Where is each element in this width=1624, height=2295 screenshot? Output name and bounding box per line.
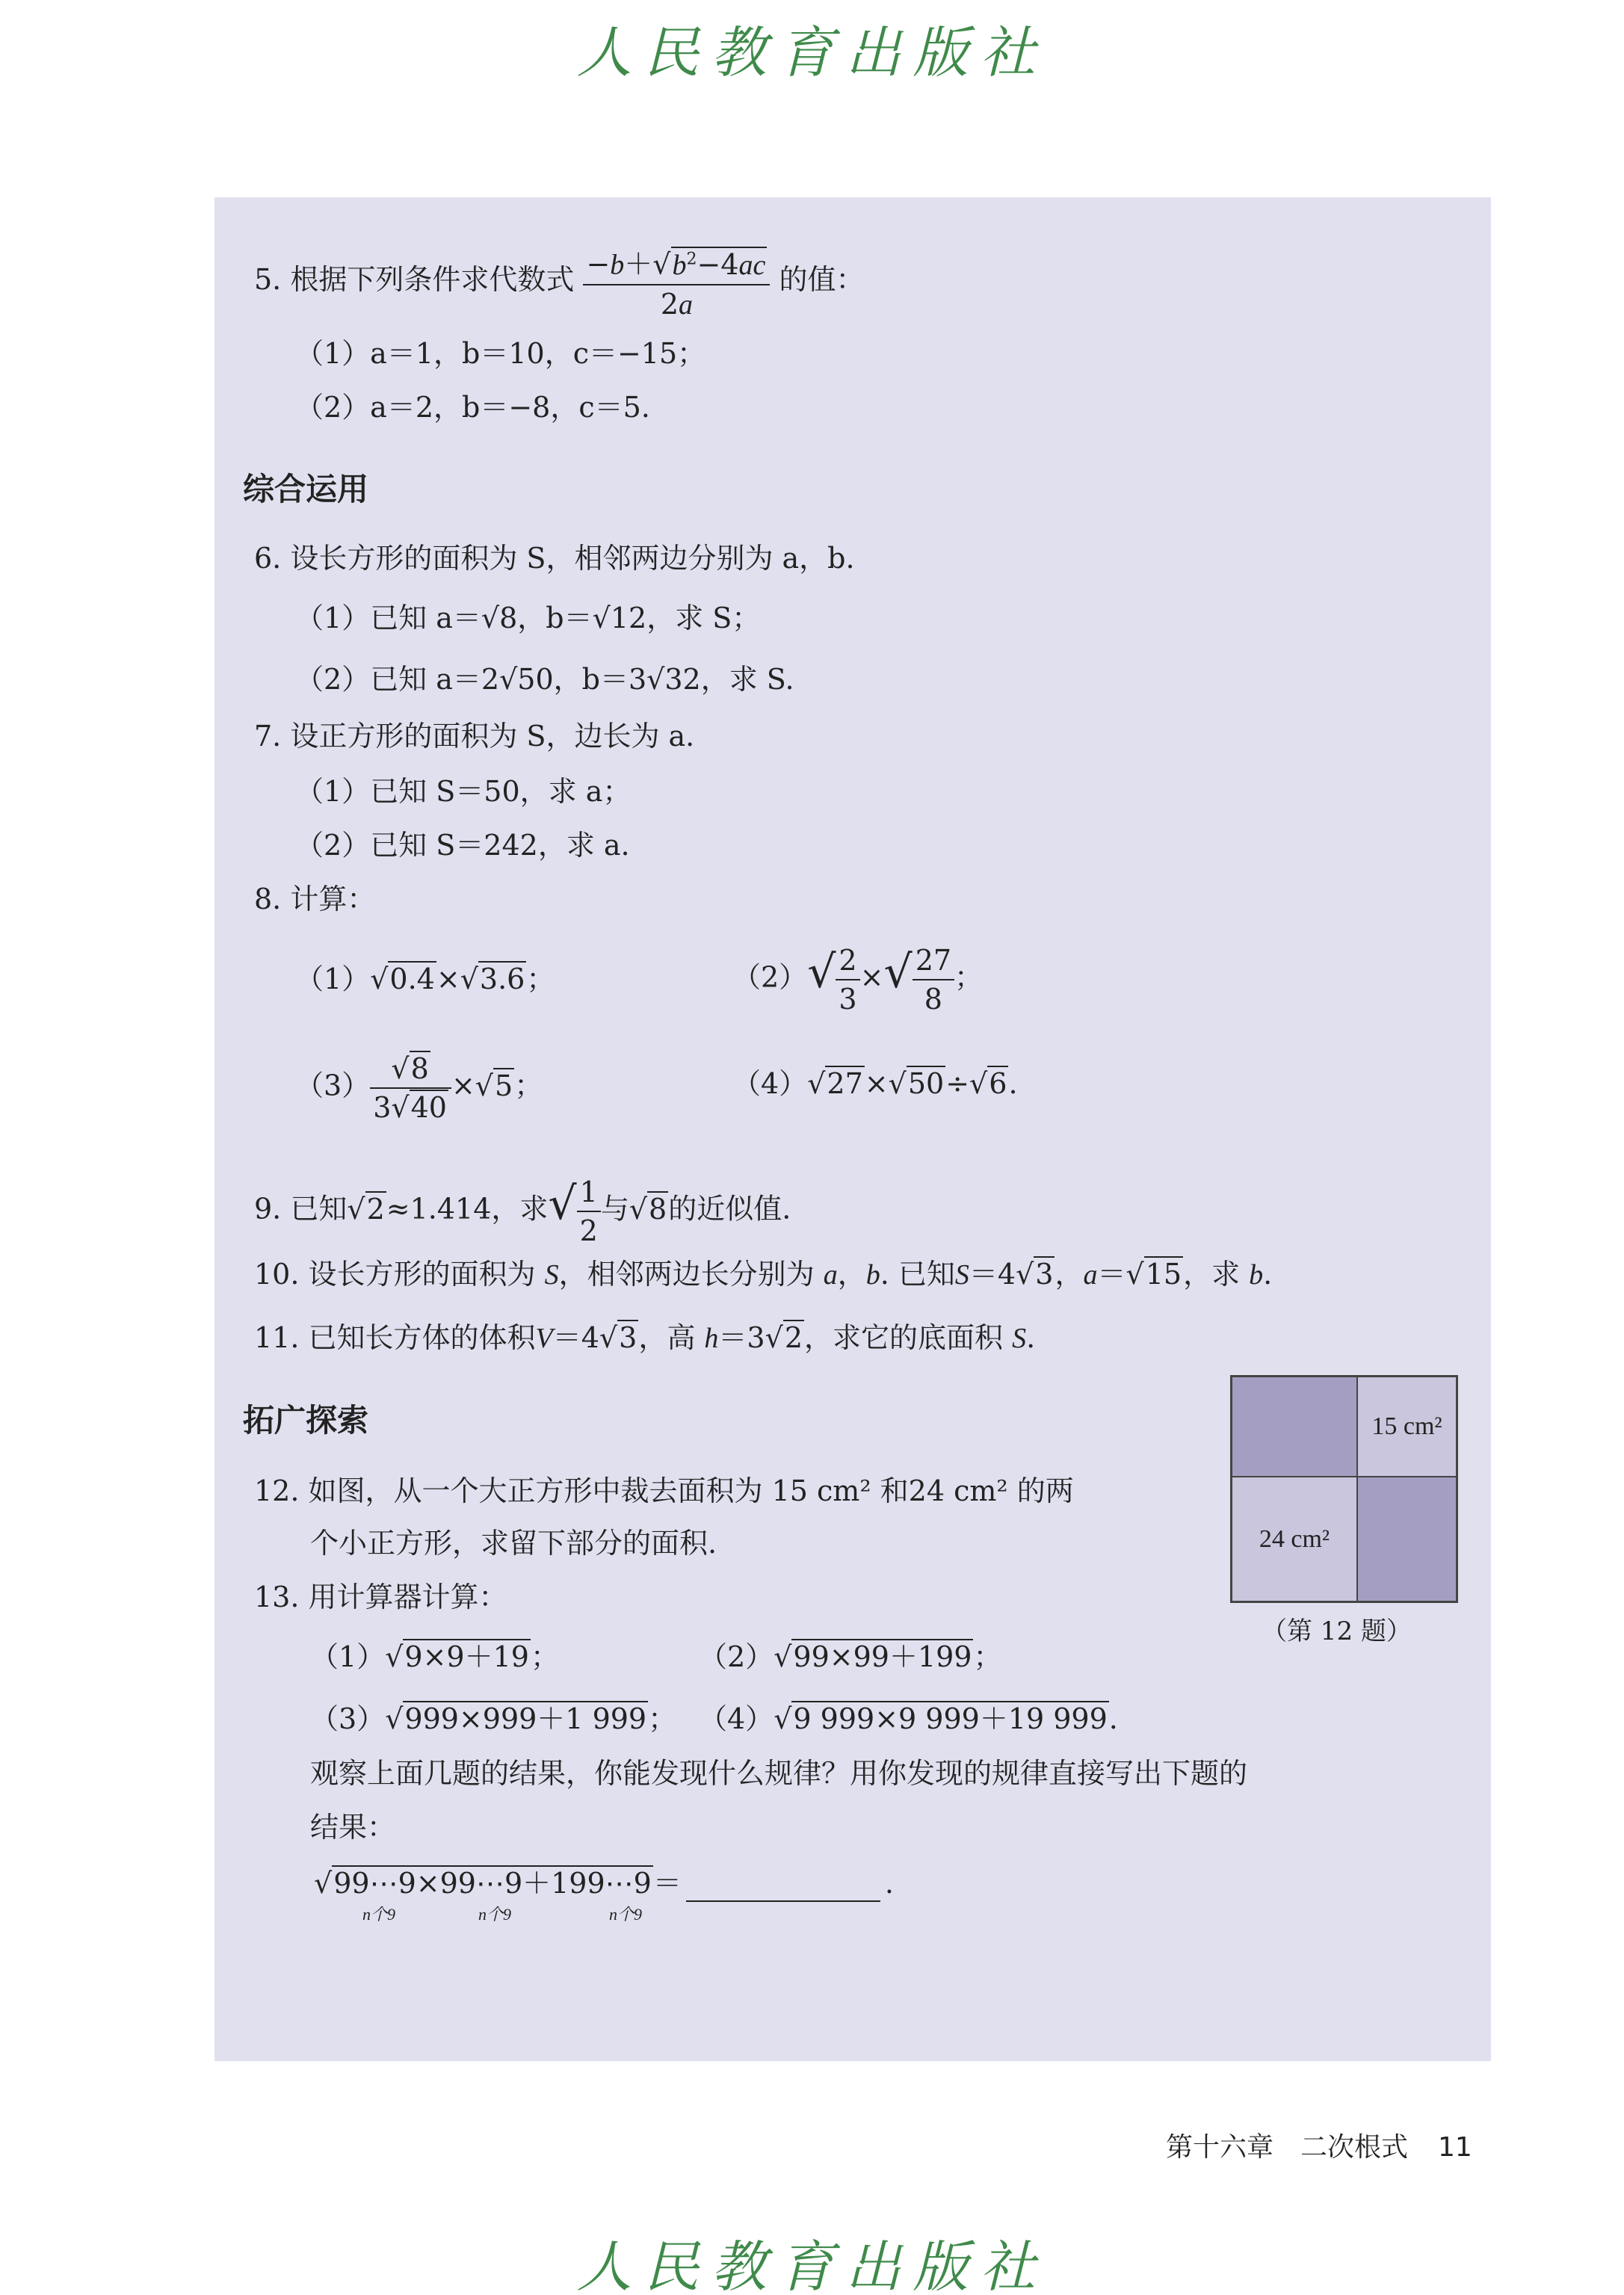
question-5: 5. 根据下列条件求代数式 $\frac{-b+√b^2-4ac}{2a}$ 的值： [254, 241, 865, 324]
brace-label-3: n个9 [609, 1905, 643, 1924]
section-title-explore: 拓广探索 [243, 1402, 369, 1439]
question-11: 11. 已知长方体的体积V＝4√3，高 h＝3√2，求它的底面积 S. [254, 1321, 1036, 1354]
question-8: 8. 计算： [254, 883, 376, 915]
question-7: 7. 设正方形的面积为 S，边长为 a. [254, 720, 695, 753]
question-13-part-2: （2）√99×99＋199； [699, 1640, 1002, 1673]
answer-blank[interactable] [686, 1900, 880, 1902]
figure-label-15: 15 cm² [1371, 1412, 1442, 1440]
question-8-part-1: （1）√0.4×√3.6； [295, 963, 555, 995]
figure-square-15 [1357, 1377, 1457, 1477]
question-8-part-4: （4）√27×√50÷√6. [732, 1067, 1018, 1100]
question-12-line-1: 12. 如图，从一个大正方形中裁去面积为 15 cm² 和24 cm² 的两 [254, 1474, 1074, 1507]
question-13-expression: √99⋯9×99⋯9＋199⋯9＝ . [314, 1865, 894, 1902]
question-13: 13. 用计算器计算： [254, 1581, 507, 1613]
question-7-part-2: （2）已知 S＝242，求 a. [295, 829, 630, 862]
question-13-observe-2: 结果： [310, 1811, 396, 1844]
publisher-logo-header: 人民教育出版社 [576, 21, 1048, 85]
question-13-part-4: （4）√9 999×9 999＋19 999. [699, 1702, 1118, 1735]
question-6-part-2: （2）已知 a＝2√50，b＝3√32，求 S. [295, 663, 794, 696]
question-8-part-3: （3） $\frac{√8}{3√40}$ ×√5； [295, 1050, 543, 1126]
question-7-part-1: （1）已知 S＝50，求 a； [295, 775, 632, 808]
question-13-part-3: （3）√999×999＋1 999； [310, 1702, 677, 1735]
question-8-part-2: （2）√ $\frac{2}{3}$ ×√ $\frac{27}{8}$ ； [732, 942, 983, 1018]
figure-square-24 [1232, 1477, 1357, 1601]
figure-caption: （第 12 题） [1262, 1616, 1412, 1646]
brace-label-1: n个9 [362, 1905, 396, 1924]
figure-cell-bottom-right [1357, 1477, 1457, 1601]
question-13-observe-1: 观察上面几题的结果，你能发现什么规律？用你发现的规律直接写出下题的 [310, 1757, 1248, 1790]
question-5-part-2: （2）a＝2，b＝−8，c＝5. [295, 391, 650, 424]
question-9: 9. 已知√2≈1.414，求√ $\frac{1}{2}$ 与√8的近似值. [254, 1173, 791, 1250]
question-6: 6. 设长方形的面积为 S，相邻两边分别为 a，b. [254, 542, 855, 575]
question-5-part-1: （1）a＝1，b＝10，c＝−15； [295, 337, 706, 370]
question-10: 10. 设长方形的面积为 S，相邻两边长分别为 a，b. 已知S＝4√3，a＝√15，求 b. [254, 1258, 1273, 1291]
page-number: 11 [1438, 2132, 1472, 2163]
publisher-logo-footer: 人民教育出版社 [576, 2235, 1048, 2295]
question-6-part-1: （1）已知 a＝√8，b＝√12，求 S； [295, 602, 761, 634]
brace-label-2: n个9 [478, 1905, 512, 1924]
figure-squares [1230, 1375, 1458, 1603]
question-12-line-2: 个小正方形，求留下部分的面积. [310, 1527, 717, 1560]
figure-cell-top-left [1232, 1377, 1357, 1477]
footer-chapter: 第十六章 二次根式 11 [1166, 2132, 1472, 2163]
question-13-part-1: （1）√9×9＋19； [310, 1640, 559, 1673]
figure-label-24: 24 cm² [1259, 1525, 1330, 1553]
section-title-comprehensive: 综合运用 [243, 471, 369, 507]
